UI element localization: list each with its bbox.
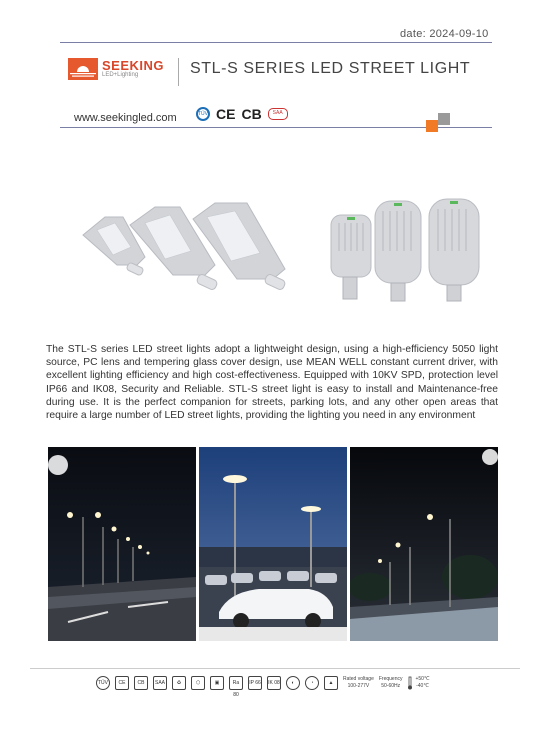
footer-rule: [30, 668, 520, 669]
brand-subtitle: LED+Lighting: [102, 72, 139, 78]
header-top-rule: [60, 42, 492, 43]
temperature-spec: [407, 676, 429, 690]
module-icon: ▣: [210, 676, 224, 690]
footer-spec-icons: [96, 676, 430, 698]
cb-cert-icon: CB: [241, 106, 262, 122]
brand-name: SEEKING: [102, 58, 165, 73]
city-street-photo: [350, 447, 498, 641]
cert-badges: [196, 105, 288, 123]
rated-voltage-value: 100-277V: [347, 683, 370, 689]
frequency-label: Frequency: [378, 676, 403, 682]
cb-icon: CB: [134, 676, 148, 690]
frequency-value: 50-60Hz: [381, 683, 401, 689]
rated-voltage-label: Rated voltage: [343, 676, 374, 682]
frequency-spec: [379, 676, 403, 690]
product-side-view-image: [75, 195, 290, 305]
ce-cert-icon: CE: [216, 106, 236, 122]
ra80-icon: Ra 80: [229, 676, 243, 690]
ce-icon: CE: [115, 676, 129, 690]
sensor-icon: ◐: [286, 676, 300, 690]
dimming-icon: ◔: [305, 676, 319, 690]
temp-high: +50℃: [415, 676, 430, 682]
street-road-photo: [48, 447, 196, 641]
ik08-icon: IK 08: [267, 676, 281, 690]
orange-accent-square: [426, 120, 438, 132]
tuv-cert-icon: TÜV: [196, 107, 210, 121]
page-title: STL-S SERIES LED STREET LIGHT: [190, 60, 471, 77]
sun-logo-icon: [68, 58, 98, 80]
gray-accent-square: [438, 113, 450, 125]
rated-voltage-spec: [343, 676, 374, 690]
product-top-view-image: [325, 195, 490, 305]
product-description: The STL-S series LED street lights adopt a lightweight design, using a high-efficiency 5050 light source, PC lens and tempering glass cover design, use MEAN WELL constant current driver, with excellent lighting efficiency and high cost-effectiveness. Equipped with 10KV SPD, protection level IP66 and IK08, Security and Reliable. STL-S street light is easy to install and Maintenance-free during use. It is the perfect companion for streets, parking lots, and any other open areas that require a large number of LED street lights, providing the lighting you need in any environment: [46, 344, 498, 422]
warning-icon: ▲: [324, 676, 338, 690]
brand-logo: [68, 58, 163, 80]
saa-icon: SAA: [153, 676, 167, 690]
temp-low: -40℃: [416, 683, 429, 689]
recycle-icon: ♻: [172, 676, 186, 690]
tuv-icon: TÜV: [96, 676, 110, 690]
document-date: date: 2024-09-10: [400, 28, 489, 40]
thermometer-icon: [407, 676, 413, 690]
website-link[interactable]: www.seekingled.com: [74, 112, 177, 124]
driver-icon: ⬡: [191, 676, 205, 690]
ip66-icon: IP 66: [248, 676, 262, 690]
saa-cert-icon: SAA: [268, 108, 288, 120]
parking-lot-photo: [199, 447, 347, 641]
title-divider: [178, 58, 179, 86]
